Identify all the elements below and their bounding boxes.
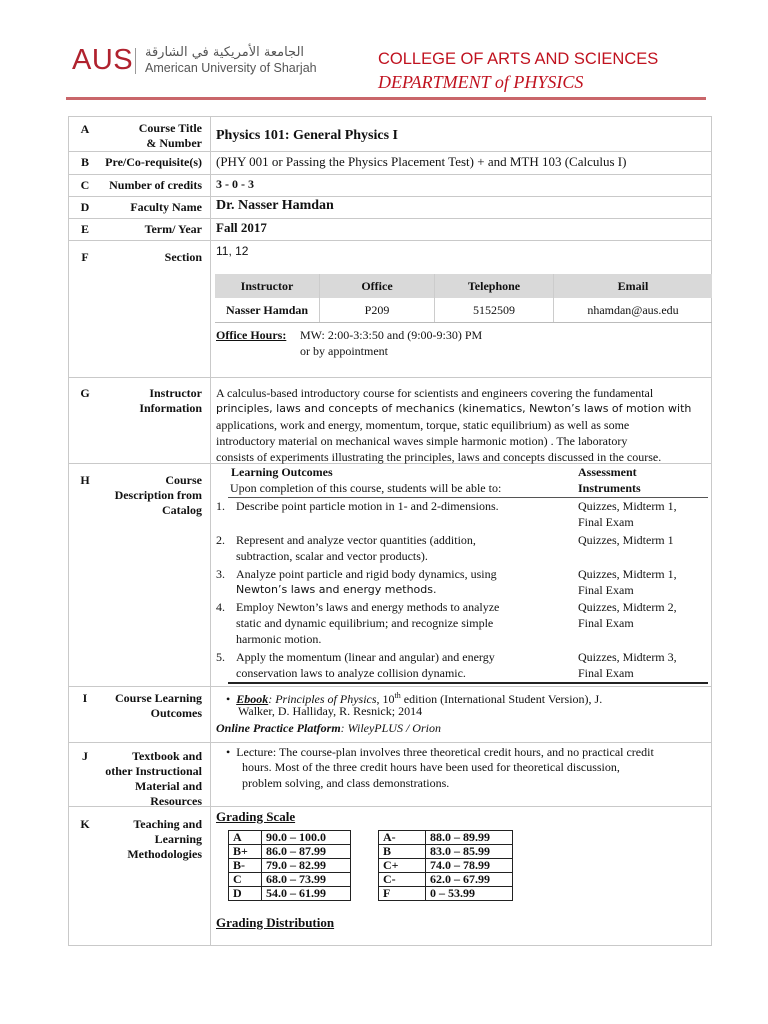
row-divider [68, 116, 712, 117]
grading-scale-heading: Grading Scale [216, 809, 296, 824]
office-hours-label: Office Hours: [216, 328, 287, 342]
label-section: Section [164, 250, 202, 264]
row-letter-h: H [80, 473, 90, 487]
row-letter-e: E [80, 222, 89, 236]
instr-col-email: Email [554, 274, 713, 298]
prerequisites-value: (PHY 001 or Passing the Physics Placement Test) + and MTH 103 (Calculus I) [216, 154, 627, 169]
row-letter-d: D [80, 200, 90, 214]
bullet-icon: • [226, 692, 231, 706]
row-letter-c: C [80, 178, 90, 192]
instr-col-office: Office [320, 274, 435, 298]
learning-outcomes-heading: Learning Outcomes [231, 465, 333, 479]
department-title: DEPARTMENT of PHYSICS [378, 72, 584, 92]
course-description: A calculus-based introductory course for scientists and engineers covering the fundamental principles, laws and concepts of mechanics (kinematics, Newton’s laws of motion with applications, work and energy, momentum, torque, static equilibrium) as well as some introductory material on mechanical waves simple harmonic motion) . The laboratory consists of experiments illustrating the principles, laws and concepts discussed in the course. [216, 386, 692, 464]
label-term-year: Term/ Year [144, 222, 202, 236]
column-divider [68, 116, 69, 946]
outcome-assessment: Quizzes, Midterm 1, Final Exam [578, 499, 677, 529]
outcome-assessment: Quizzes, Midterm 1 [578, 533, 674, 547]
row-letter-b: B [80, 155, 89, 169]
instr-col-instructor: Instructor [215, 274, 320, 298]
label-learning-outcomes: Course Learning Outcomes [115, 691, 202, 720]
row-letter-a: A [80, 122, 90, 136]
outcome-assessment: Quizzes, Midterm 1, Final Exam [578, 567, 677, 597]
row-divider [68, 240, 712, 241]
assessment-heading-2: Instruments [578, 481, 641, 495]
teaching-line-3: problem solving, and class demonstrations. [242, 776, 450, 790]
row-divider [68, 686, 712, 687]
instr-name: Nasser Hamdan [215, 298, 320, 323]
row-letter-j: J [82, 749, 88, 763]
grading-scale-table-right: A- 88.0 – 89.99 B 83.0 – 85.99 C+ 74.0 – 78.99 C- 62.0 – 67.99 F 0 – 53.99 [378, 830, 513, 901]
instr-col-telephone: Telephone [435, 274, 554, 298]
bullet-icon: • [226, 745, 231, 759]
outcome-item: 4. Employ Newton’s laws and energy methods to analyze static and dynamic equilibrium; and recognize simple harmonic motion. [216, 600, 500, 646]
row-letter-i: I [82, 691, 88, 705]
assessment-heading-1: Assessment [578, 465, 637, 479]
outcome-assessment: Quizzes, Midterm 2, Final Exam [578, 600, 677, 630]
instructor-table [215, 274, 712, 323]
row-letter-g: G [80, 386, 90, 400]
teaching-lecture: • Lecture: The course-plan involves three theoretical credit hours, and no practical credit [226, 745, 654, 759]
label-course-title: Course Title & Number [138, 121, 202, 150]
office-hours-appointment: or by appointment [300, 344, 388, 358]
textbook-authors: Walker, D. Halliday, R. Resnick; 2014 [238, 704, 423, 718]
row-divider [68, 218, 712, 219]
row-divider [68, 151, 712, 152]
office-hours-times: MW: 2:00-3:3:50 and (9:00-9:30) PM [300, 328, 483, 342]
college-title: COLLEGE OF ARTS AND SCIENCES [378, 50, 659, 68]
outcome-item: 5. Apply the momentum (linear and angular) and energy conservation laws to analyze collision dynamic. [216, 650, 495, 680]
outcomes-bottom-rule [228, 682, 708, 684]
label-textbook: Textbook and other Instructional Material and Resources [105, 749, 202, 808]
label-course-description: Course Description from Catalog [114, 473, 202, 517]
outcome-item: 2. Represent and analyze vector quantities (addition, subtraction, scalar and vector products). [216, 533, 476, 563]
label-prerequisites: Pre/Co-requisite(s) [105, 155, 202, 169]
faculty-name-value: Dr. Nasser Hamdan [216, 198, 334, 213]
section-value: 11, 12 [216, 244, 249, 258]
row-divider [68, 377, 712, 378]
course-title-value: Physics 101: General Physics I [216, 128, 398, 143]
outcome-assessment: Quizzes, Midterm 3, Final Exam [578, 650, 677, 680]
learning-outcomes-intro: Upon completion of this course, students will be able to: [230, 481, 502, 495]
column-divider [711, 116, 712, 946]
row-letter-k: K [80, 817, 90, 831]
credits-value: 3 - 0 - 3 [216, 177, 254, 191]
instr-office: P209 [320, 298, 435, 323]
term-year-value: Fall 2017 [216, 220, 267, 235]
row-letter-f: F [81, 250, 89, 264]
instr-telephone: 5152509 [435, 298, 554, 323]
label-instructor-info: Instructor Information [139, 386, 202, 415]
label-faculty-name: Faculty Name [130, 200, 202, 214]
grading-scale-table-left: A 90.0 – 100.0 B+ 86.0 – 87.99 B- 79.0 – 82.99 C 68.0 – 73.99 D 54.0 – 61.99 [228, 830, 351, 901]
teaching-line-2: hours. Most of the three credit hours have been used for theoretical discussion, [242, 760, 620, 774]
grading-distribution-heading: Grading Distribution [216, 915, 335, 930]
header-rule [66, 97, 706, 100]
logo-divider [135, 48, 136, 74]
row-divider [68, 196, 712, 197]
outcome-item: 1. Describe point particle motion in 1- and 2-dimensions. [216, 499, 499, 513]
label-credits: Number of credits [109, 178, 202, 192]
outcome-item: 3. Analyze point particle and rigid body dynamics, using Newton’s laws and energy methods. [216, 567, 497, 596]
label-teaching: Teaching and Learning Methodologies [127, 817, 202, 861]
instr-email[interactable]: nhamdan@aus.edu [554, 298, 713, 323]
textbook-ebook: • Ebook: Principles of Physics, 10th edition (International Student Version), J. [226, 691, 603, 706]
row-divider [68, 742, 712, 743]
online-platform: Online Practice Platform: WileyPLUS / Orion [216, 721, 441, 735]
aus-logo-abbrev: AUS [72, 44, 134, 76]
aus-logo-english: American University of Sharjah [145, 61, 317, 75]
column-divider [210, 116, 211, 946]
row-divider [68, 945, 712, 946]
row-divider [68, 174, 712, 175]
aus-logo-arabic: الجامعة الأمريكية في الشارقة [145, 45, 305, 60]
